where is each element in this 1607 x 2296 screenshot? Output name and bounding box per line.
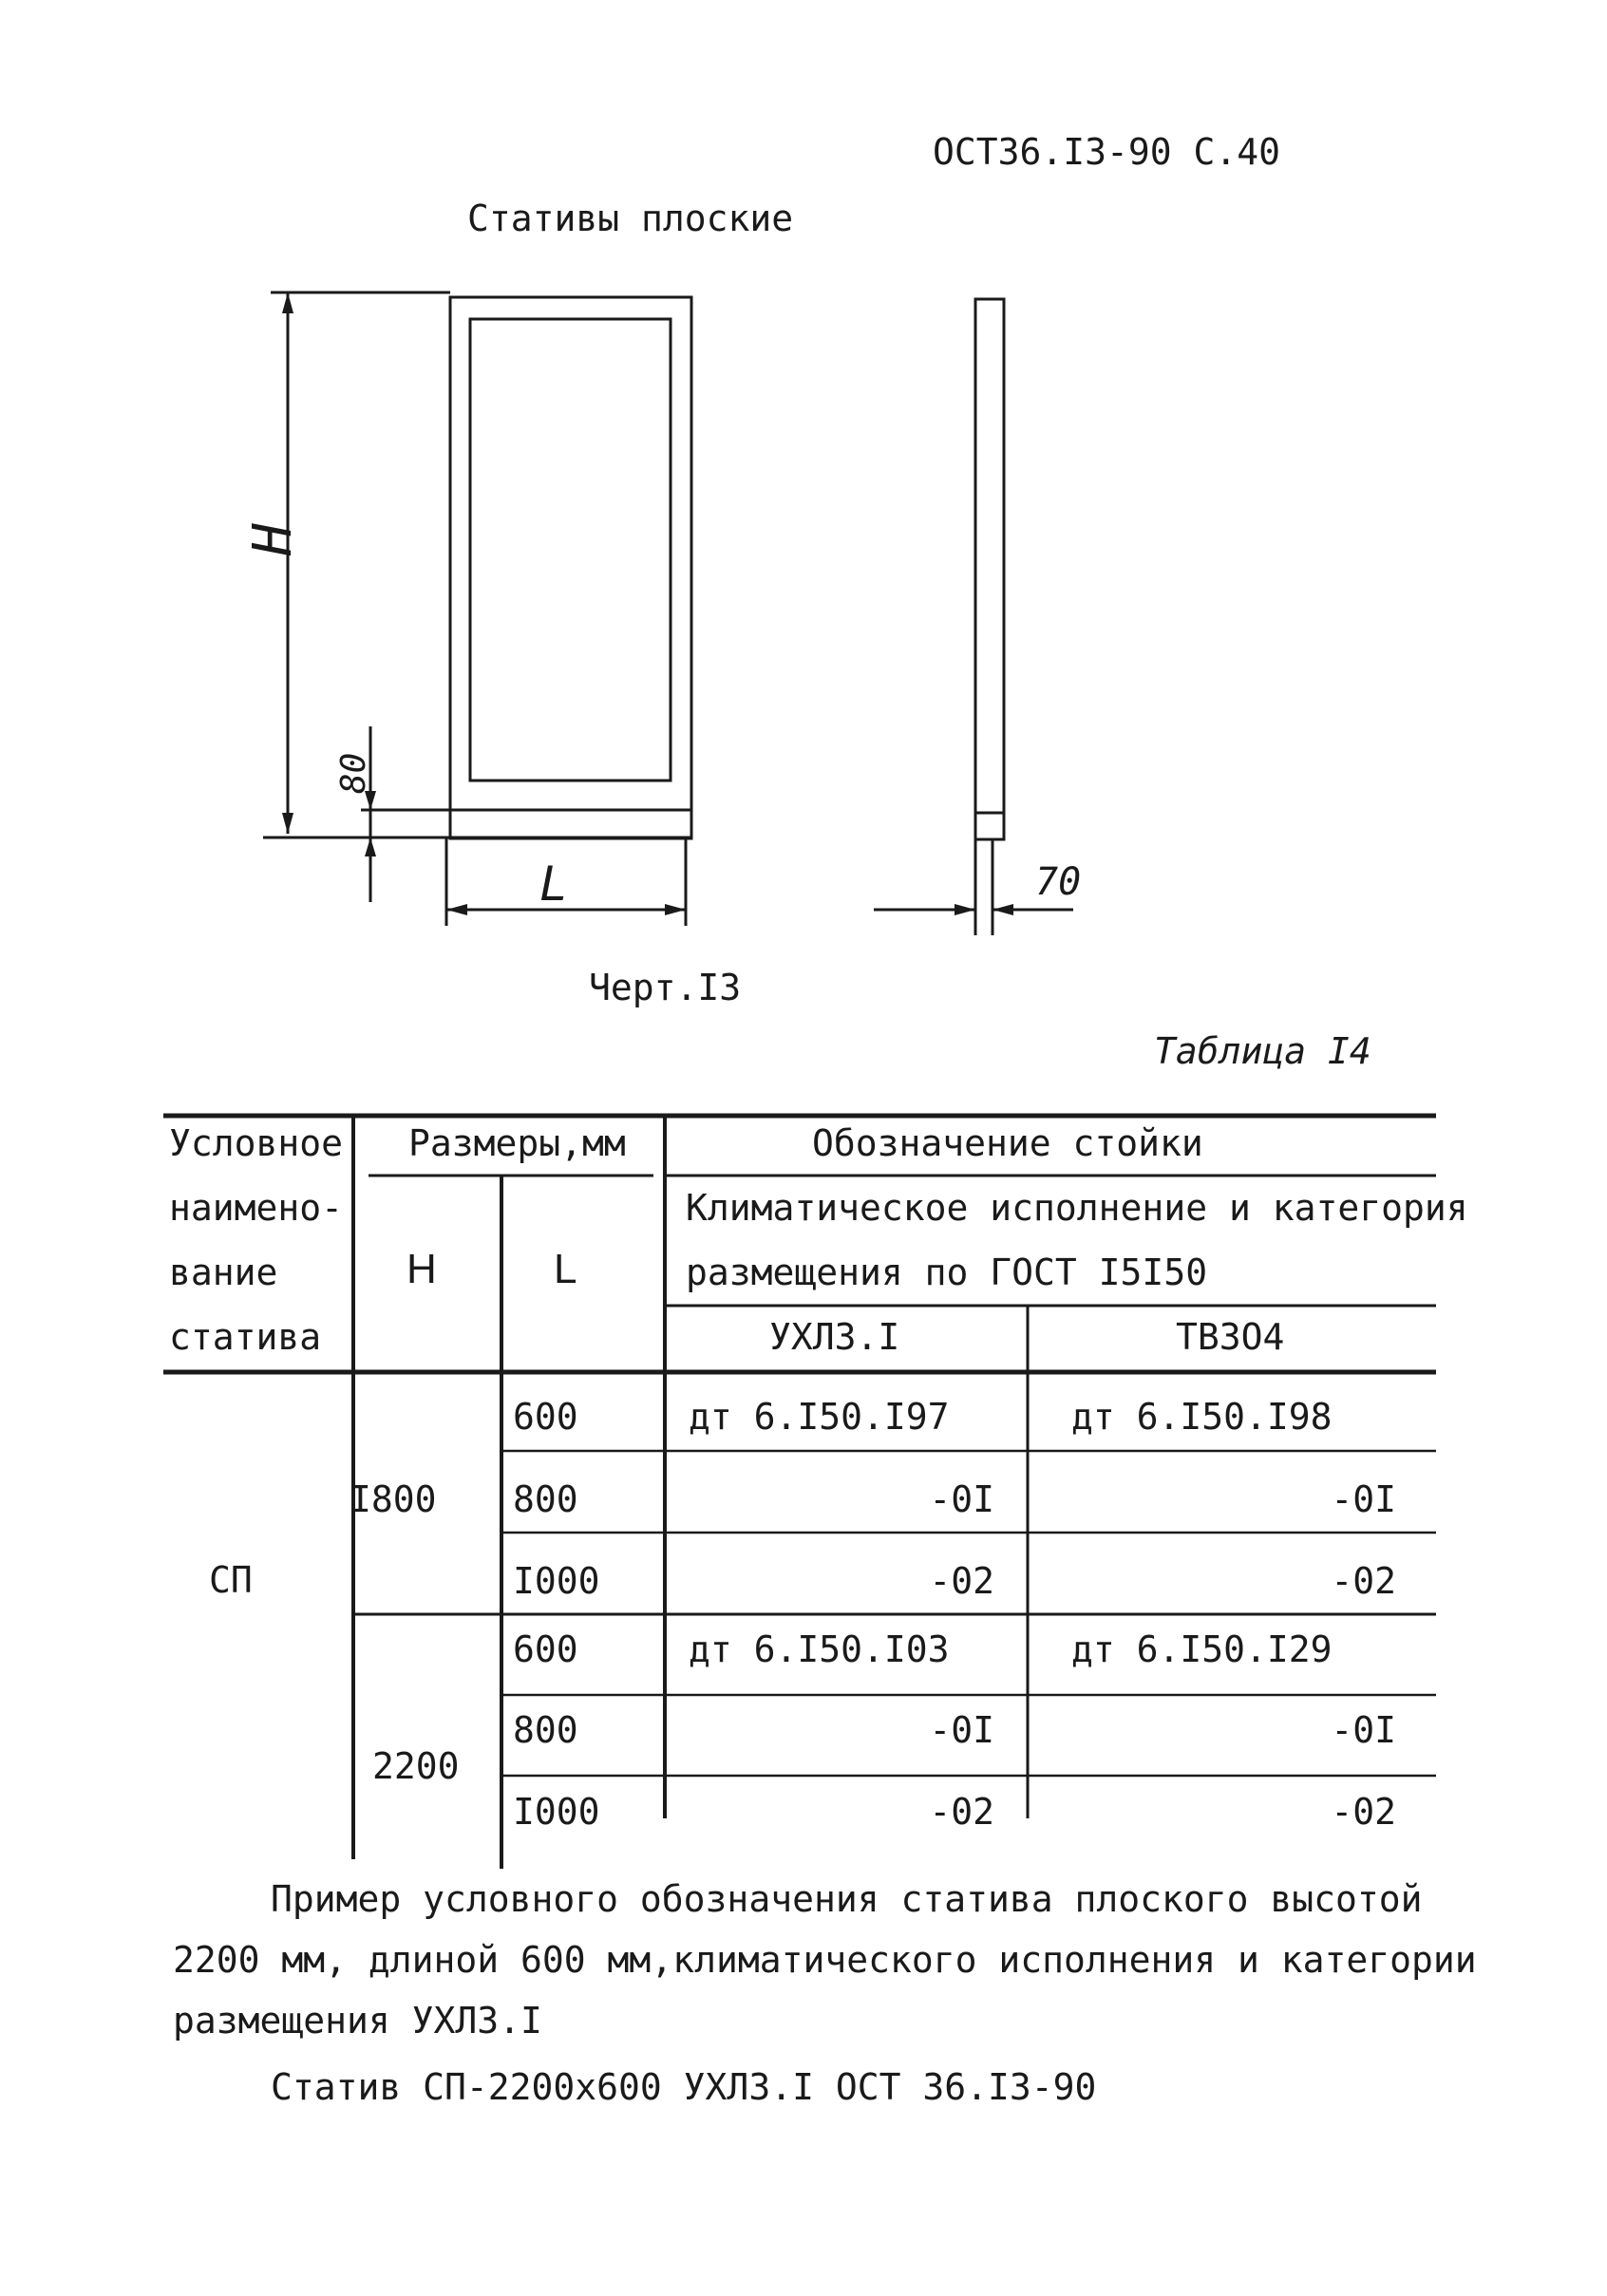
uhl-value: -02 bbox=[929, 1560, 994, 1602]
tv-value: -02 bbox=[1331, 1791, 1396, 1833]
header-climate-line2: размещения по ГОСТ I5I50 bbox=[686, 1252, 1208, 1293]
tv-value: -0I bbox=[1331, 1709, 1396, 1751]
tv-value: дт 6.I50.I98 bbox=[1071, 1396, 1333, 1438]
uhl-value: -0I bbox=[929, 1709, 994, 1751]
tv-value: -0I bbox=[1331, 1478, 1396, 1520]
dim-70-label: 70 bbox=[1035, 860, 1082, 904]
l-value: 600 bbox=[513, 1396, 578, 1438]
example-line-1: Пример условного обозначения статива плоского высотой bbox=[271, 1878, 1423, 1920]
uhl-value: дт 6.I50.I97 bbox=[689, 1396, 950, 1438]
l-value: 800 bbox=[513, 1478, 578, 1520]
dim-80-label: 80 bbox=[334, 752, 373, 794]
figure-caption: Черт.I3 bbox=[589, 967, 742, 1008]
header-designation: Обозначение стойки bbox=[812, 1122, 1203, 1164]
header-uhl: УХЛ3.I bbox=[769, 1316, 900, 1358]
l-value: 600 bbox=[513, 1628, 578, 1670]
name-value: СП bbox=[209, 1559, 253, 1601]
figure-title: Стативы плоские bbox=[467, 198, 794, 239]
tv-value: -02 bbox=[1331, 1560, 1396, 1602]
l-value: I000 bbox=[513, 1791, 600, 1833]
example-designation: Статив СП-2200х600 УХЛ3.I ОСТ 36.I3-90 bbox=[271, 2066, 1097, 2108]
tv-value: дт 6.I50.I29 bbox=[1071, 1628, 1333, 1670]
uhl-value: дт 6.I50.I03 bbox=[689, 1628, 950, 1670]
h-value-2200: 2200 bbox=[372, 1745, 460, 1787]
header-h: H bbox=[406, 1246, 437, 1292]
header-climate-line1: Климатическое исполнение и категория bbox=[686, 1187, 1468, 1229]
dim-l-label: L bbox=[539, 856, 569, 912]
l-value: I000 bbox=[513, 1560, 600, 1602]
document-reference: ОСТ36.I3-90 С.40 bbox=[933, 131, 1281, 173]
header-name-line1: Условное bbox=[169, 1122, 344, 1164]
example-line-3: размещения УХЛ3.I bbox=[173, 2000, 542, 2042]
header-name-line3: вание bbox=[169, 1252, 278, 1293]
header-tv: ТВ3О4 bbox=[1176, 1316, 1285, 1358]
dim-h-label: H bbox=[242, 523, 304, 555]
header-sizes: Размеры,мм bbox=[408, 1122, 626, 1164]
header-name-line4: статива bbox=[169, 1316, 322, 1358]
uhl-value: -0I bbox=[929, 1478, 994, 1520]
h-value-1800: I800 bbox=[350, 1478, 437, 1520]
uhl-value: -02 bbox=[929, 1791, 994, 1833]
header-name-line2: наимено- bbox=[169, 1187, 344, 1229]
example-line-2: 2200 мм, длиной 600 мм,климатического исполнения и категории bbox=[173, 1939, 1477, 1981]
l-value: 800 bbox=[513, 1709, 578, 1751]
header-l: L bbox=[554, 1246, 577, 1292]
table-label: Таблица I4 bbox=[1154, 1030, 1371, 1072]
